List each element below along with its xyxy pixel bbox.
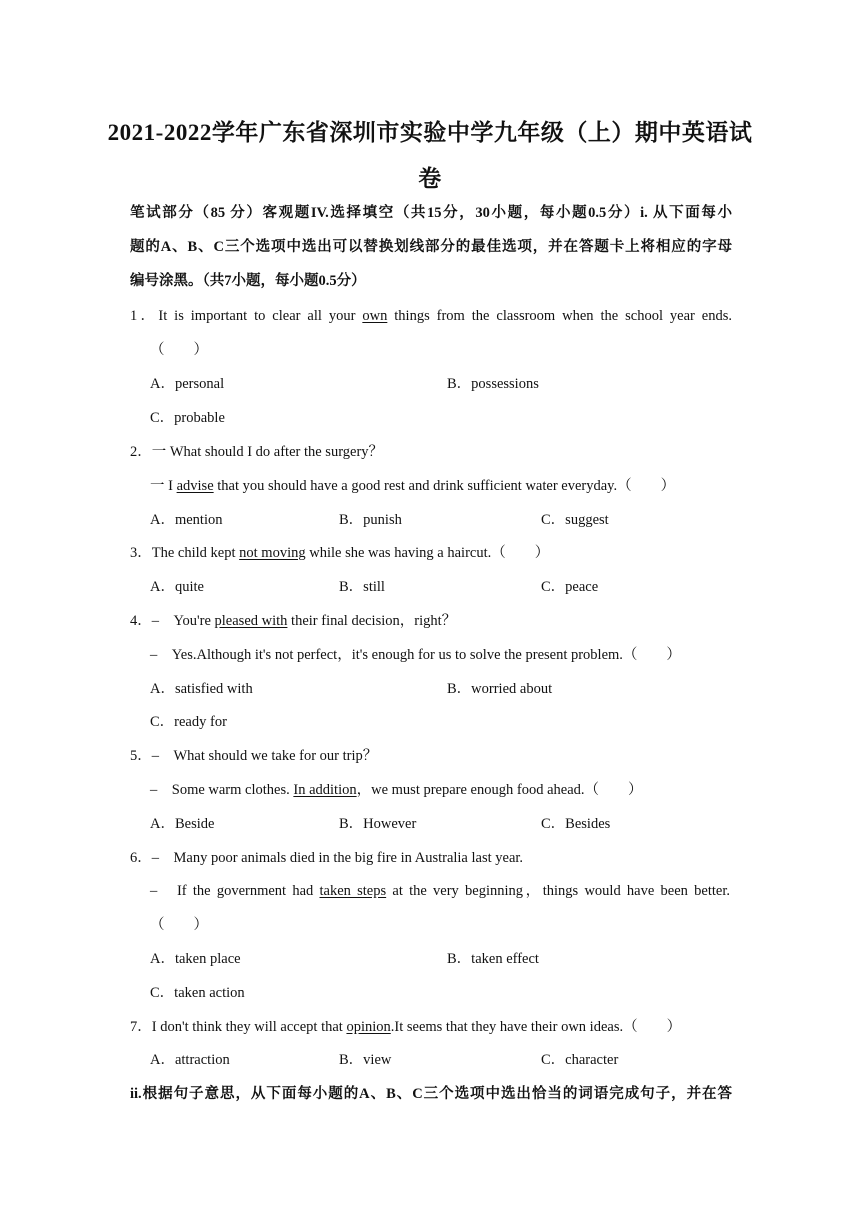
answer-blank: （ ） <box>150 342 208 358</box>
question-number: 6． <box>130 850 152 866</box>
instructions-line1: 笔试部分（85 分）客观题IV.选择填空（共15分，30小题，每小题0.5分）i. 从下面每小 <box>130 205 732 221</box>
question-text: their final decision，right？ <box>287 613 457 629</box>
question-4-line2: – Yes.Although it's not perfect，it's enough for us to solve the present problem.（ ） <box>150 647 681 663</box>
option-a: A．quite <box>150 579 204 595</box>
question-2 <box>130 440 732 461</box>
underlined-word: not moving <box>239 545 306 561</box>
option-a: A．taken place <box>150 951 241 967</box>
option-b: B．punish <box>339 512 402 528</box>
question-6 <box>130 846 732 867</box>
question-text: – If the government had <box>150 883 320 899</box>
question-text: I don't think they will accept that <box>151 1019 347 1035</box>
underlined-word: In addition <box>293 782 357 798</box>
question-5-line2 <box>150 778 730 799</box>
option-b: B．possessions <box>447 376 539 392</box>
option-c: C．Besides <box>541 816 611 832</box>
question-5 <box>130 744 732 765</box>
question-number: 3． <box>130 545 152 561</box>
option-b: B．still <box>339 579 385 595</box>
section-2-heading: ii.根据句子意思，从下面每小题的A、B、C三个选项中选出恰当的词语完成句子，并在答 <box>130 1086 732 1102</box>
dialog-line: – What should we take for our trip？ <box>151 748 378 764</box>
option-b: B．view <box>339 1052 392 1068</box>
question-text: It is important to clear all your <box>158 308 363 324</box>
underlined-word: taken steps <box>319 883 387 899</box>
option-a: A．mention <box>150 512 223 528</box>
question-number: 7． <box>130 1019 152 1035</box>
option-a: A．satisfied with <box>150 681 253 697</box>
question-text: .It seems that they have their own ideas.（ ） <box>390 1019 682 1035</box>
option-b: B．worried about <box>447 681 553 697</box>
underlined-word: advise <box>176 478 214 494</box>
option-c: C．peace <box>541 579 599 595</box>
option-c: C．suggest <box>541 512 609 528</box>
underlined-word: own <box>362 308 388 324</box>
question-4 <box>130 609 732 630</box>
option-a: A．personal <box>150 376 225 392</box>
doc-title-line2: 卷 <box>418 166 442 191</box>
question-2-line2 <box>150 474 730 495</box>
option-c: C．character <box>541 1052 619 1068</box>
question-text: that you should have a good rest and drink sufficient water everyday.（ ） <box>213 478 676 494</box>
option-b: B．taken effect <box>447 951 539 967</box>
question-6-line2 <box>150 879 730 900</box>
dialog-line: 一 What should I do after the surgery？ <box>151 444 384 460</box>
question-text: 一 I <box>150 478 177 494</box>
underlined-word: pleased with <box>214 613 288 629</box>
option-c: C．probable <box>150 410 225 426</box>
option-b: B．However <box>339 816 417 832</box>
option-a: A．Beside <box>150 816 215 832</box>
doc-title-line1: 2021-2022学年广东省深圳市实验中学九年级（上）期中英语试 <box>107 120 753 145</box>
question-text: while she was having a haircut.（ ） <box>305 545 550 561</box>
answer-blank: （ ） <box>150 917 208 933</box>
option-a: A．attraction <box>150 1052 230 1068</box>
question-1 <box>130 304 732 325</box>
dialog-line: – Many poor animals died in the big fire in Australia last year. <box>151 850 524 866</box>
question-number: 1． <box>130 308 159 324</box>
question-7 <box>130 1015 732 1036</box>
question-number: 4． <box>130 613 152 629</box>
question-number: 2． <box>130 444 152 460</box>
question-number: 5． <box>130 748 152 764</box>
underlined-word: opinion <box>346 1019 391 1035</box>
question-text: things from the classroom when the school year ends. <box>387 308 733 324</box>
option-c: C．ready for <box>150 714 227 730</box>
option-c: C．taken action <box>150 985 245 1001</box>
question-text: The child kept <box>151 545 240 561</box>
instructions-line3: 编号涂黑。（共7小题，每小题0.5分） <box>130 273 366 289</box>
question-text: – You're <box>151 613 215 629</box>
question-3 <box>130 541 732 562</box>
instructions-line2: 题的A、B、C三个选项中选出可以替换划线部分的最佳选项，并在答题卡上将相应的字母 <box>130 239 732 255</box>
question-text: at the very beginning，things would have been better. <box>386 883 730 899</box>
question-text: ，we must prepare enough food ahead.（ ） <box>356 782 643 798</box>
question-text: – Some warm clothes. <box>150 782 294 798</box>
